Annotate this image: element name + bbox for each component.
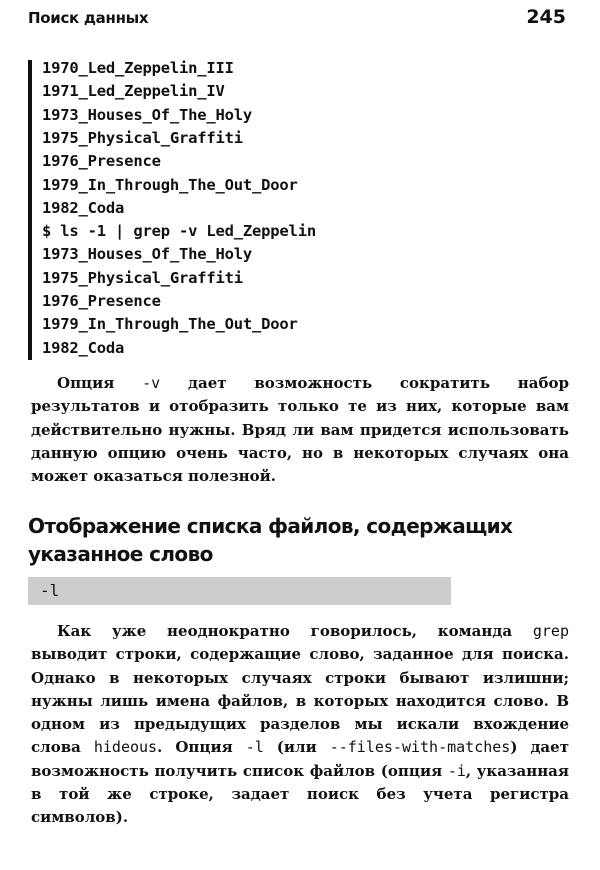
- section-heading: Отображение списка файлов, содержащих указанное слово: [28, 514, 513, 566]
- code-line: 1976_Presence: [42, 152, 161, 171]
- code-line: 1975_Physical_Graffiti: [42, 268, 243, 287]
- running-header-title: Поиск данных: [28, 9, 149, 27]
- files-with-matches-code: --files-with-matches: [329, 738, 511, 757]
- code-line: 1979_In_Through_The_Out_Door: [42, 175, 298, 194]
- code-line: 1982_Coda: [42, 198, 125, 217]
- hideous-code: hideous: [93, 738, 158, 757]
- code-line: 1982_Coda: [42, 338, 125, 357]
- para2-text: , указанная в той же строке, задает поиск без учета регистра символов).: [31, 761, 569, 827]
- code-margin-bar: [28, 60, 32, 360]
- paragraph-grep-v: [31, 372, 569, 488]
- code-listing: [28, 58, 468, 360]
- code-line: 1973_Houses_Of_The_Holy: [42, 105, 253, 124]
- code-line: 1976_Presence: [42, 292, 161, 310]
- para2-text: . Опция: [157, 738, 246, 757]
- option-banner: [28, 577, 451, 605]
- option-l-code: -l: [245, 738, 264, 757]
- grep-code: grep: [532, 622, 569, 640]
- page-number: 245: [526, 6, 566, 28]
- code-command-line: $ ls -1 | grep -v Led_Zeppelin: [42, 222, 316, 241]
- option-banner-text: -l: [40, 581, 60, 600]
- code-line: 1975_Physical_Graffiti: [42, 128, 243, 147]
- paragraph-grep-l: [31, 620, 569, 830]
- para1-text: Опция: [57, 374, 143, 392]
- code-line: 1973_Houses_Of_The_Holy: [42, 245, 253, 264]
- para2-text: (или: [263, 738, 330, 757]
- para2-text: ) дает возможность получить список файлов (опция: [31, 738, 569, 780]
- para2-text: Как уже неоднократно говорилось, команда: [57, 622, 533, 640]
- option-i-code: -i: [447, 761, 466, 780]
- para1-text: дает возможность сократить набор результатов и отобразить только те из них, которые вам действительно нужны. Вряд ли вам придется использовать данную опцию очень часто, но в некоторых случаях она может оказаться полезной.: [31, 374, 569, 486]
- para2-text: выводит строки, содержащие слово, заданное для поиска. Однако в некоторых случаях строки бывают излишни; нужны лишь имена файлов, в которых находится слово. В одном из предыдущих разделов мы искали вхождение слова: [31, 645, 569, 757]
- code-line: 1979_In_Through_The_Out_Door: [42, 315, 298, 334]
- option-v-code: -v: [142, 374, 161, 392]
- code-line: 1970_Led_Zeppelin_III: [42, 59, 234, 77]
- code-line: 1971_Led_Zeppelin_IV: [42, 82, 225, 101]
